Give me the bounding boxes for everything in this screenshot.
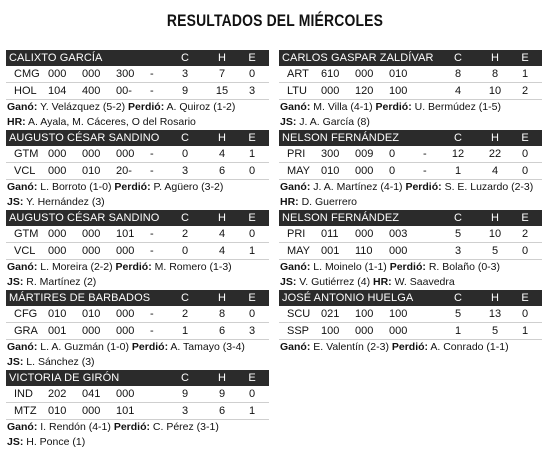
pitchers-line: [6, 260, 269, 275]
innings-4-6: 400: [82, 85, 101, 97]
team-code: SCU: [287, 308, 311, 320]
runs-value: 8: [454, 68, 462, 80]
runs-value: 4: [454, 85, 462, 97]
innings-7-9: 100: [389, 85, 408, 97]
runs-value: 1: [454, 165, 462, 177]
save-label: JS:: [280, 276, 297, 288]
innings-7-9: 0: [389, 165, 396, 177]
game-box: [6, 130, 269, 210]
losing-pitcher: C. Pérez (3-1): [152, 421, 219, 433]
innings-4-6: 010: [82, 165, 101, 177]
home-runs: D. Guerrero: [301, 196, 358, 208]
column-header-h: H: [218, 132, 226, 144]
column-header-e: E: [521, 52, 529, 64]
innings-4-6: 000: [82, 68, 101, 80]
column-header-c: C: [181, 212, 189, 224]
column-header-c: C: [454, 292, 462, 304]
stadium-name: MÁRTIRES DE BARBADOS: [9, 292, 151, 304]
innings-1-3: 010: [48, 405, 67, 417]
team-code: GRA: [14, 325, 38, 337]
score-row: [6, 323, 269, 340]
losing-pitcher: M. Romero (1-3): [154, 261, 232, 273]
game-box: [6, 290, 269, 370]
winning-pitcher: L. A. Guzmán (1-0): [40, 341, 129, 353]
game-box: [6, 370, 269, 450]
innings-1-3: 100: [321, 325, 340, 337]
innings-1-3: 000: [321, 85, 340, 97]
column-header-c: C: [181, 52, 189, 64]
innings-1-3: 300: [321, 148, 340, 160]
team-code: CFG: [14, 308, 38, 320]
innings-7-9: 000: [116, 245, 135, 257]
pitchers-line: [6, 340, 269, 355]
losing-pitcher: A. Tamayo (3-4): [170, 341, 245, 353]
game-box: [6, 50, 269, 130]
team-code: IND: [14, 388, 33, 400]
hits-value: 4: [218, 228, 226, 240]
losing-pitcher: A. Quiroz (1-2): [166, 101, 236, 113]
hits-value: 10: [488, 228, 502, 240]
loss-label: Perdió:: [389, 261, 426, 273]
innings-4-6: 110: [355, 245, 373, 257]
pitchers-line: [279, 100, 542, 115]
errors-value: 0: [521, 308, 529, 320]
innings-4-6: 120: [355, 85, 374, 97]
score-row: [279, 146, 542, 163]
home-runs-line: [279, 195, 542, 210]
stadium-header: [6, 130, 269, 146]
column-header-c: C: [454, 212, 462, 224]
hits-value: 13: [488, 308, 502, 320]
hits-value: 4: [218, 148, 226, 160]
innings-7-9: 101: [116, 405, 135, 417]
extra-innings: -: [150, 245, 154, 257]
win-label: Ganó:: [280, 101, 311, 113]
loss-label: Perdió:: [115, 261, 152, 273]
column-header-h: H: [491, 292, 499, 304]
team-code: GTM: [14, 228, 39, 240]
innings-1-3: 010: [321, 165, 340, 177]
extra-innings: -: [150, 85, 154, 97]
winning-pitcher: L. Borroto (1-0): [40, 181, 112, 193]
score-row: [279, 243, 542, 260]
innings-4-6: 010: [82, 308, 101, 320]
score-row: [6, 386, 269, 403]
innings-7-9: 0: [389, 148, 396, 160]
errors-value: 2: [521, 228, 529, 240]
runs-value: 3: [181, 165, 189, 177]
hits-value: 4: [491, 165, 499, 177]
win-label: Ganó:: [7, 101, 38, 113]
innings-4-6: 000: [82, 245, 101, 257]
save-line: [6, 275, 269, 290]
losing-pitcher: S. E. Luzardo (2-3): [444, 181, 534, 193]
column-header-h: H: [218, 372, 226, 384]
innings-7-9: 100: [389, 308, 408, 320]
left-column: [6, 50, 269, 450]
errors-value: 0: [248, 228, 256, 240]
pitchers-line: [6, 180, 269, 195]
innings-1-3: 001: [48, 325, 67, 337]
innings-7-9: 000: [389, 325, 408, 337]
stadium-header: [6, 370, 269, 386]
innings-1-3: 000: [48, 68, 67, 80]
team-code: VCL: [14, 165, 36, 177]
errors-value: 1: [521, 325, 529, 337]
errors-value: 3: [248, 85, 256, 97]
right-column: [279, 50, 542, 355]
loss-label: Perdió:: [128, 101, 165, 113]
errors-value: 0: [248, 388, 256, 400]
column-header-h: H: [218, 212, 226, 224]
innings-1-3: 021: [321, 308, 340, 320]
winning-pitcher: I. Rendón (4-1): [40, 421, 111, 433]
column-header-e: E: [521, 212, 529, 224]
stadium-name: VICTORIA DE GIRÓN: [9, 372, 120, 384]
column-header-h: H: [491, 212, 499, 224]
hits-value: 7: [218, 68, 226, 80]
runs-value: 9: [181, 85, 189, 97]
runs-value: 1: [454, 325, 462, 337]
stadium-name: NELSON FERNÁNDEZ: [282, 212, 400, 224]
innings-7-9: 003: [389, 228, 408, 240]
team-code: LTU: [287, 85, 307, 97]
page-title: RESULTADOS DEL MIÉRCOLES: [166, 11, 384, 30]
pitchers-line: [279, 180, 542, 195]
winning-pitcher: Y. Velázquez (5-2): [40, 101, 126, 113]
innings-4-6: 000: [355, 68, 374, 80]
score-row: [6, 403, 269, 420]
stadium-header: [6, 290, 269, 306]
column-header-c: C: [181, 132, 189, 144]
save-label: JS:: [7, 196, 24, 208]
innings-7-9: 000: [116, 388, 135, 400]
runs-value: 1: [181, 325, 189, 337]
errors-value: 1: [521, 68, 529, 80]
innings-4-6: 000: [82, 405, 101, 417]
win-label: Ganó:: [7, 421, 38, 433]
hits-value: 9: [218, 388, 226, 400]
game-box: [279, 130, 542, 210]
runs-value: 0: [181, 245, 189, 257]
hits-value: 8: [491, 68, 499, 80]
score-row: [6, 146, 269, 163]
team-code: HOL: [14, 85, 37, 97]
save-line: [6, 435, 269, 450]
stadium-header: [279, 130, 542, 146]
extra-innings: -: [150, 68, 154, 80]
hr-label: HR:: [373, 276, 392, 288]
score-row: [6, 306, 269, 323]
hits-value: 6: [218, 405, 226, 417]
save-label: JS:: [7, 276, 24, 288]
loss-label: Perdió:: [113, 421, 150, 433]
innings-1-3: 000: [48, 165, 67, 177]
column-header-h: H: [491, 52, 499, 64]
save-pitcher: L. Sánchez (3): [26, 356, 95, 368]
hits-value: 6: [218, 165, 226, 177]
hits-value: 15: [215, 85, 229, 97]
innings-4-6: 000: [82, 148, 101, 160]
innings-7-9: 010: [389, 68, 408, 80]
column-header-e: E: [248, 372, 256, 384]
extra-innings: -: [150, 228, 154, 240]
win-label: Ganó:: [7, 341, 38, 353]
innings-7-9: 300: [116, 68, 135, 80]
save-line: [279, 115, 542, 130]
home-runs: A. Ayala, M. Cáceres, O del Rosario: [28, 116, 196, 128]
hits-value: 10: [488, 85, 502, 97]
losing-pitcher: R. Bolaño (0-3): [428, 261, 501, 273]
innings-1-3: 000: [48, 245, 67, 257]
innings-4-6: 000: [355, 165, 374, 177]
score-row: [6, 243, 269, 260]
loss-label: Perdió:: [405, 181, 442, 193]
extra-innings: -: [423, 165, 427, 177]
game-box: [6, 210, 269, 290]
hits-value: 5: [491, 245, 499, 257]
stadium-header: [279, 290, 542, 306]
hits-value: 8: [218, 308, 226, 320]
runs-value: 2: [181, 308, 189, 320]
runs-value: 2: [181, 228, 189, 240]
stadium-name: AUGUSTO CÉSAR SANDINO: [9, 212, 160, 224]
errors-value: 1: [248, 405, 256, 417]
win-label: Ganó:: [280, 181, 311, 193]
loss-label: Perdió:: [114, 181, 151, 193]
runs-value: 0: [181, 148, 189, 160]
score-row: [6, 226, 269, 243]
team-code: PRI: [287, 148, 306, 160]
innings-4-6: 000: [82, 325, 101, 337]
errors-value: 2: [521, 85, 529, 97]
stadium-header: [279, 50, 542, 66]
innings-1-3: 011: [321, 228, 339, 240]
errors-value: 1: [248, 245, 256, 257]
hr-label: HR:: [280, 196, 299, 208]
team-code: SSP: [287, 325, 310, 337]
column-header-h: H: [491, 132, 499, 144]
column-header-h: H: [218, 292, 226, 304]
innings-7-9: 000: [389, 245, 408, 257]
save-pitcher: Y. Hernández (3): [26, 196, 105, 208]
hits-value: 22: [488, 148, 502, 160]
game-box: [279, 210, 542, 290]
win-label: Ganó:: [7, 181, 38, 193]
innings-1-3: 000: [48, 148, 67, 160]
losing-pitcher: A. Conrado (1-1): [430, 341, 509, 353]
save-pitcher: R. Martínez (2): [26, 276, 97, 288]
innings-7-9: 00-: [116, 85, 132, 97]
score-row: [6, 83, 269, 100]
team-code: MAY: [287, 245, 311, 257]
runs-value: 3: [181, 68, 189, 80]
extra-innings: -: [150, 148, 154, 160]
save-line: [6, 355, 269, 370]
save-label: JS:: [7, 436, 24, 448]
score-row: [279, 83, 542, 100]
team-code: MAY: [287, 165, 311, 177]
errors-value: 0: [248, 165, 256, 177]
innings-4-6: 000: [355, 228, 374, 240]
extra-innings: -: [150, 308, 154, 320]
errors-value: 1: [248, 148, 256, 160]
innings-4-6: 000: [82, 228, 101, 240]
winning-pitcher: L. Moreira (2-2): [40, 261, 113, 273]
win-label: Ganó:: [280, 341, 311, 353]
extra-innings: -: [150, 325, 154, 337]
column-header-c: C: [181, 372, 189, 384]
column-header-e: E: [248, 132, 256, 144]
runs-value: 3: [181, 405, 189, 417]
save-pitcher: J. A. García (8): [299, 116, 370, 128]
innings-4-6: 000: [355, 325, 374, 337]
score-row: [279, 323, 542, 340]
innings-4-6: 100: [355, 308, 374, 320]
errors-value: 0: [248, 68, 256, 80]
stadium-name: NELSON FERNÁNDEZ: [282, 132, 400, 144]
column-header-h: H: [218, 52, 226, 64]
pitchers-line: [279, 260, 542, 275]
home-runs-line: [6, 115, 269, 130]
innings-7-9: 20-: [116, 165, 132, 177]
stadium-header: [6, 210, 269, 226]
innings-1-3: 010: [48, 308, 67, 320]
innings-7-9: 000: [116, 308, 135, 320]
innings-1-3: 202: [48, 388, 67, 400]
loss-label: Perdió:: [391, 341, 429, 353]
team-code: PRI: [287, 228, 306, 240]
winning-pitcher: M. Villa (4-1): [313, 101, 373, 113]
column-header-e: E: [248, 292, 256, 304]
losing-pitcher: P. Agüero (3-2): [153, 181, 224, 193]
hits-value: 6: [218, 325, 226, 337]
loss-label: Perdió:: [131, 341, 169, 353]
errors-value: 3: [248, 325, 256, 337]
runs-value: 9: [181, 388, 189, 400]
save-pitcher: H. Ponce (1): [26, 436, 86, 448]
innings-7-9: 101: [116, 228, 135, 240]
team-code: ART: [287, 68, 309, 80]
hr-label: HR:: [7, 116, 26, 128]
team-code: GTM: [14, 148, 39, 160]
errors-value: 0: [521, 245, 529, 257]
stadium-name: CALIXTO GARCÍA: [9, 52, 103, 64]
team-code: VCL: [14, 245, 36, 257]
game-box: [279, 50, 542, 130]
runs-value: 12: [451, 148, 465, 160]
innings-4-6: 041: [82, 388, 101, 400]
winning-pitcher: L. Moinelo (1-1): [313, 261, 387, 273]
runs-value: 5: [454, 228, 462, 240]
errors-value: 0: [521, 165, 529, 177]
pitchers-line: [279, 340, 542, 355]
column-header-e: E: [521, 292, 529, 304]
stadium-header: [6, 50, 269, 66]
extra-innings: -: [423, 148, 427, 160]
winning-pitcher: E. Valentín (2-3): [313, 341, 389, 353]
innings-4-6: 009: [355, 148, 374, 160]
hits-value: 4: [218, 245, 226, 257]
runs-value: 3: [454, 245, 462, 257]
innings-7-9: 000: [116, 148, 135, 160]
column-header-e: E: [248, 52, 256, 64]
pitchers-line: [6, 420, 269, 435]
column-header-c: C: [181, 292, 189, 304]
game-box: [279, 290, 542, 355]
innings-1-3: 001: [321, 245, 340, 257]
column-header-c: C: [454, 52, 462, 64]
home-runs: W. Saavedra: [394, 276, 455, 288]
column-header-c: C: [454, 132, 462, 144]
score-row: [6, 66, 269, 83]
save-line: [6, 195, 269, 210]
column-header-e: E: [248, 212, 256, 224]
stadium-name: CARLOS GASPAR ZALDÍVAR: [282, 52, 434, 64]
winning-pitcher: J. A. Martínez (4-1): [313, 181, 403, 193]
team-code: MTZ: [14, 405, 37, 417]
team-code: CMG: [14, 68, 40, 80]
win-label: Ganó:: [7, 261, 38, 273]
save-pitcher: V. Gutiérrez (4): [299, 276, 371, 288]
runs-value: 5: [454, 308, 462, 320]
innings-1-3: 104: [48, 85, 67, 97]
score-row: [279, 163, 542, 180]
innings-1-3: 610: [321, 68, 340, 80]
score-row: [279, 66, 542, 83]
stadium-header: [279, 210, 542, 226]
score-row: [279, 306, 542, 323]
extra-innings: -: [150, 165, 154, 177]
loss-label: Perdió:: [375, 101, 412, 113]
save-label: JS:: [280, 116, 297, 128]
save-hr-line: [279, 275, 542, 290]
pitchers-line: [6, 100, 269, 115]
save-label: JS:: [7, 356, 24, 368]
hits-value: 5: [491, 325, 499, 337]
losing-pitcher: U. Bermúdez (1-5): [414, 101, 501, 113]
score-row: [6, 163, 269, 180]
innings-7-9: 000: [116, 325, 135, 337]
column-header-e: E: [521, 132, 529, 144]
stadium-name: AUGUSTO CÉSAR SANDINO: [9, 132, 160, 144]
win-label: Ganó:: [280, 261, 311, 273]
stadium-name: JOSÉ ANTONIO HUELGA: [282, 292, 414, 304]
errors-value: 0: [521, 148, 529, 160]
score-row: [279, 226, 542, 243]
innings-1-3: 000: [48, 228, 67, 240]
errors-value: 0: [248, 308, 256, 320]
